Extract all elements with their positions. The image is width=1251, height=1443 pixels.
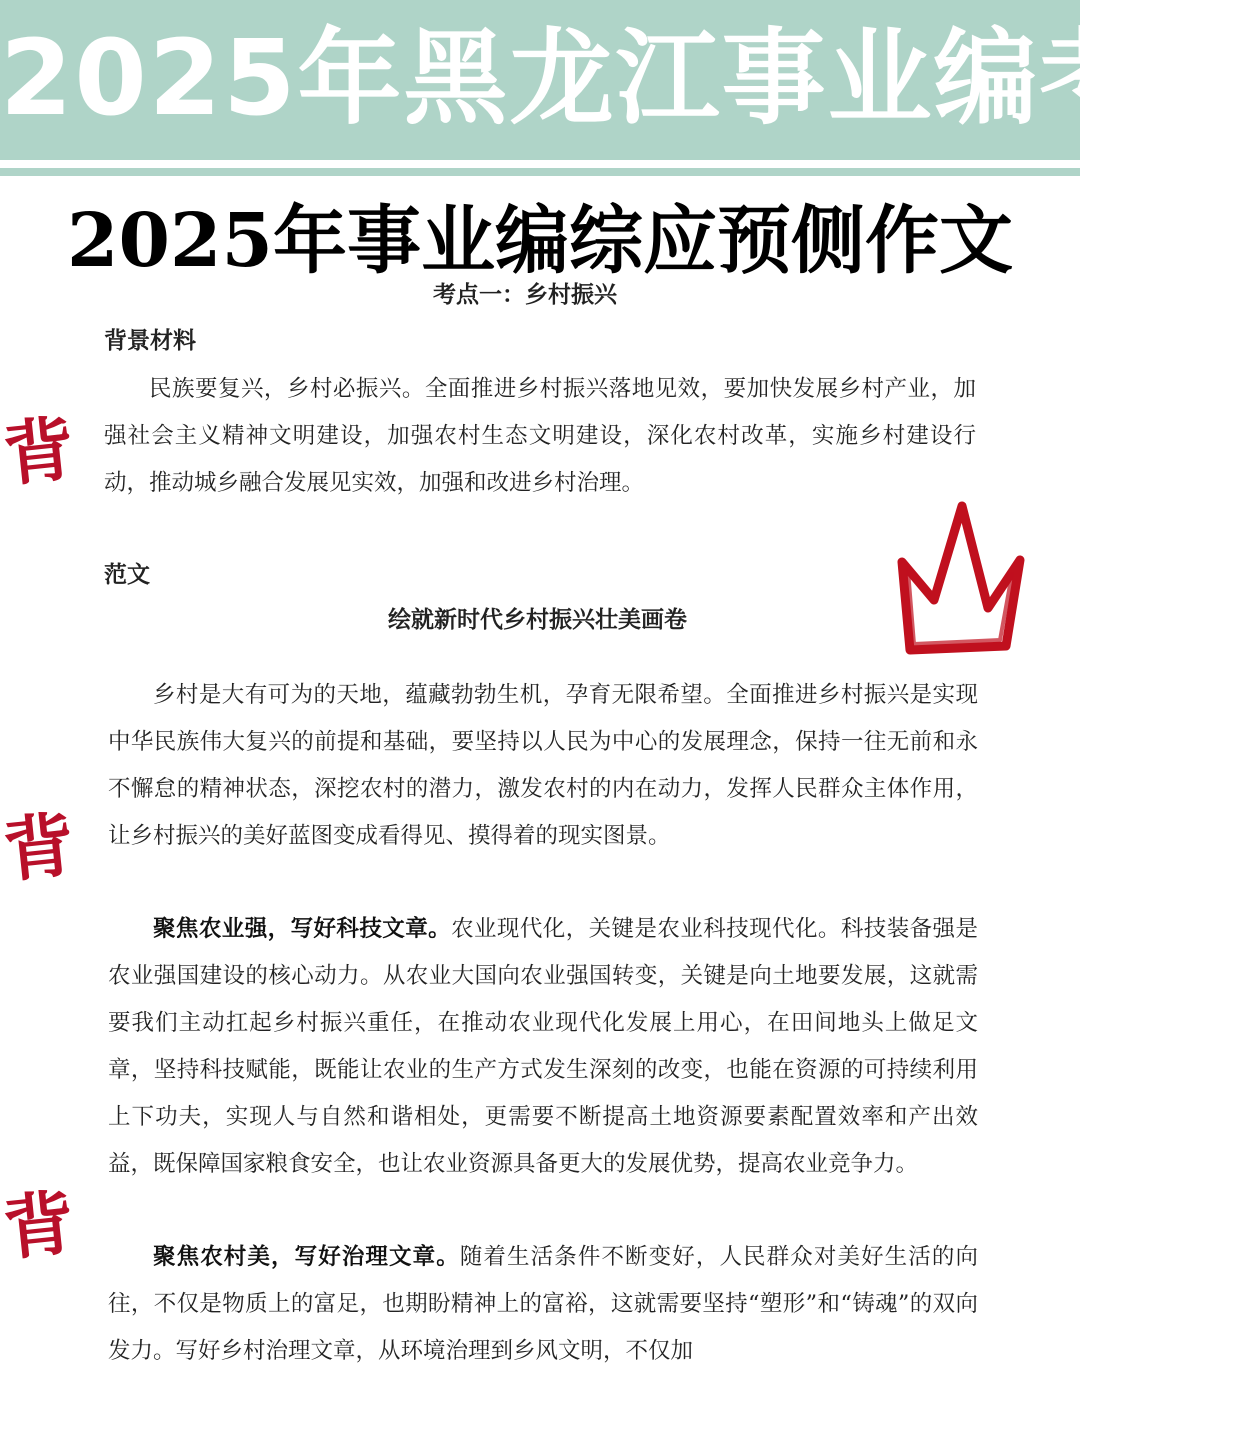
margin-memorize-mark: 背 [0,802,79,893]
background-section-label: 背景材料 [104,328,196,354]
page-title: 2025年事业编综应预侧作文 [67,198,1013,284]
background-paragraph: 民族要复兴，乡村必振兴。全面推进乡村振兴落地见效，要加快发展乡村产业，加强社会主义精神文明建设，加强农村生态文明建设，深化农村改革，实施乡村建设行动，推动城乡融合发展见实效，加强和改进乡村治理。 [104,376,976,496]
essay-title: 绘就新时代乡村振兴壮美画卷 [388,607,687,633]
banner-title: 2025年黑龙江事业编考试 [0,17,1251,139]
essay-paragraph-text: 随着生活条件不断变好，人民群众对美好生活的向往，不仅是物质上的富足，也期盼精神上的富裕，这就需要坚持“塑形”和“铸魂”的双向发力。写好乡村治理文章，从环境治理到乡风文明，不仅加 [108,1244,978,1364]
crown-icon [888,500,1028,665]
essay-paragraph-text: 乡村是大有可为的天地，蕴藏勃勃生机，孕育无限希望。全面推进乡村振兴是实现中华民族伟大复兴的前提和基础，要坚持以人民为中心的发展理念，保持一往无前和永不懈怠的精神状态，深挖农村的潜力，激发农村的内在动力，发挥人民群众主体作用，让乡村振兴的美好蓝图变成看得见、摸得着的现实图景。 [108,682,978,849]
essay-paragraph-text: 农业现代化，关键是农业科技现代化。科技装备强是农业强国建设的核心动力。从农业大国向农业强国转变，关键是向土地要发展，这就需要我们主动扛起乡村振兴重任，在推动农业现代化发展上用心，在田间地头上做足文章，坚持科技赋能，既能让农业的生产方式发生深刻的改变，也能在资源的可持续利用上下功夫，实现人与自然和谐相处，更需要不断提高土地资源要素配置效率和产出效益，既保障国家粮食安全，也让农业资源具备更大的发展优势，提高农业竞争力。 [108,916,978,1177]
margin-memorize-mark: 背 [0,1180,79,1271]
paragraph-lead-heading: 聚焦农业强，写好科技文章。 [153,916,452,942]
essay-paragraph-technology [108,906,978,1188]
essay-paragraph-governance [108,1234,978,1375]
essay-section-label: 范文 [104,562,150,588]
paragraph-lead-heading: 聚焦农村美，写好治理文章。 [153,1244,460,1270]
top-banner [0,0,1251,160]
essay-paragraph-intro [108,672,978,860]
margin-memorize-mark: 背 [0,406,79,497]
page-subtitle: 考点一：乡村振兴 [433,282,617,308]
banner-divider [0,168,1080,176]
